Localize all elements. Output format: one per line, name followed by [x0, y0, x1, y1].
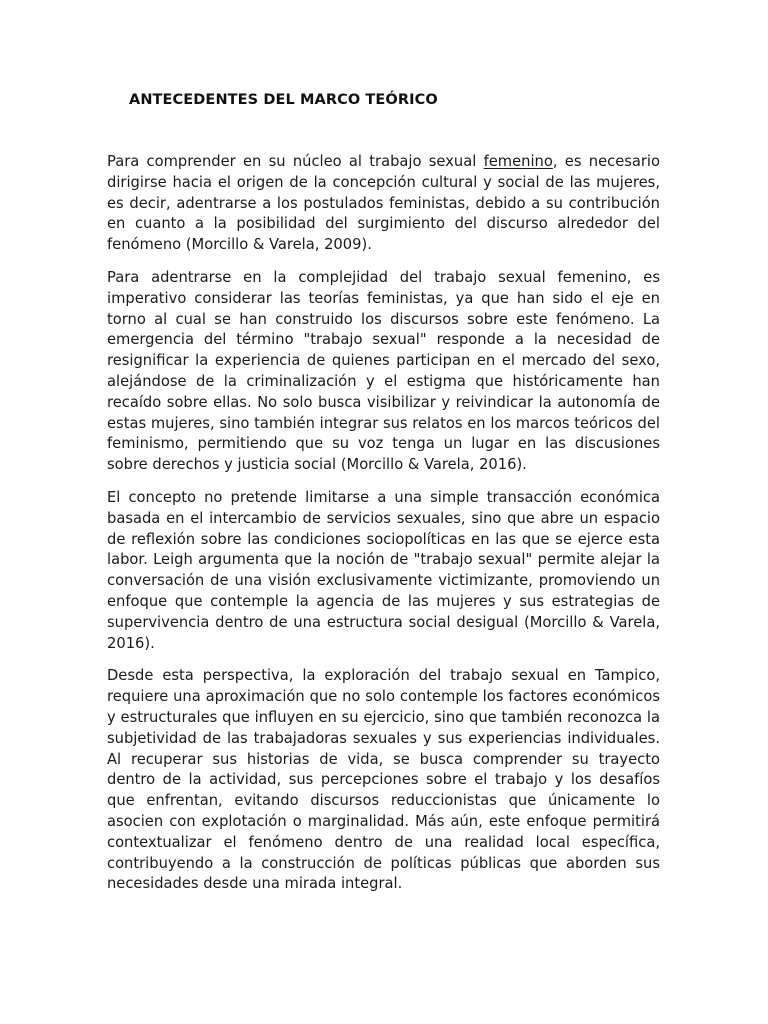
- document-title: ANTECEDENTES DEL MARCO TEÓRICO: [129, 92, 438, 108]
- paragraph-1-text-start: Para comprender en su núcleo al trabajo sexual: [107, 153, 484, 170]
- paragraph-4: Desde esta perspectiva, la exploración del trabajo sexual en Tampico, requiere una aproximación que no solo contemple los factores económicos y estructurales que influyen en su ejercicio, sino que también reconozca la subjetividad de las trabajadoras sexuales y sus experiencias individuales. Al recuperar sus historias de vida, se busca comprender su trayecto dentro de la actividad, sus percepciones sobre el trabajo y los desafíos que enfrentan, evitando discursos reduccionistas que únicamente lo asocien con explotación o marginalidad. Más aún, este enfoque permitirá contextualizar el fenómeno dentro de una realidad local específica, contribuyendo a la construcción de políticas públicas que aborden sus necesidades desde una mirada integral.: [107, 667, 660, 893]
- underlined-word-femenino: femenino: [483, 153, 553, 170]
- paragraph-3: El concepto no pretende limitarse a una simple transacción económica basada en el intercambio de servicios sexuales, sino que abre un espacio de reflexión sobre las condiciones sociopolíticas en las que se ejerce esta labor. Leigh argumenta que la noción de "trabajo sexual" permite alejar la conversación de una visión exclusivamente victimizante, promoviendo un enfoque que contemple la agencia de las mujeres y sus estrategias de supervivencia dentro de una estructura social desigual (Morcillo & Varela, 2016).: [107, 488, 660, 652]
- document-body: [107, 152, 660, 895]
- paragraph-1-text-end: , es necesario dirigirse hacia el origen de la concepción cultural y social de las mujeres, es decir, adentrarse a los postulados feministas, debido a su contribución en cuanto a la posibilidad del surgimiento del discurso alrededor del fenómeno (Morcillo & Varela, 2009).: [107, 153, 660, 254]
- paragraph-1: [107, 152, 660, 256]
- paragraph-2: Para adentrarse en la complejidad del trabajo sexual femenino, es imperativo considerar las teorías feministas, ya que han sido el eje en torno al cual se han construido los discursos sobre este fenómeno. La emergencia del término "trabajo sexual" responde a la necesidad de resignificar la experiencia de quienes participan en el mercado del sexo, alejándose de la criminalización y el estigma que históricamente han recaído sobre ellas. No solo busca visibilizar y reivindicar la autonomía de estas mujeres, sino también integrar sus relatos en los marcos teóricos del feminismo, permitiendo que su voz tenga un lugar en las discusiones sobre derechos y justicia social (Morcillo & Varela, 2016).: [107, 268, 660, 474]
